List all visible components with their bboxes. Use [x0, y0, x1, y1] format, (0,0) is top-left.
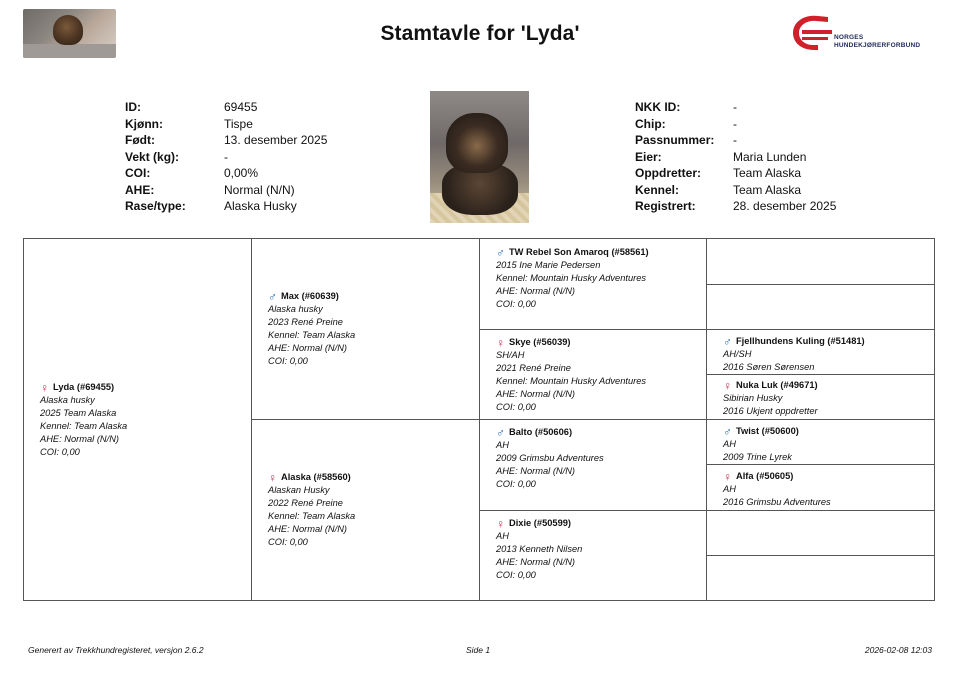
info-value: -: [733, 116, 737, 131]
info-value: Maria Lunden: [733, 149, 807, 164]
animal-name: Alfa (#50605): [736, 471, 794, 481]
animal-detail: AH/SH: [723, 349, 752, 359]
info-left: [125, 99, 327, 215]
info-label: Vekt (kg):: [125, 149, 180, 164]
pedigree-animal-dam: [268, 471, 355, 549]
animal-detail: COI: 0,00: [40, 447, 80, 457]
animal-detail: AHE: Normal (N/N): [268, 524, 348, 534]
male-icon: ♂: [723, 334, 732, 349]
male-icon: ♂: [268, 289, 277, 304]
animal-detail: 2016 Ukjent oppdretter: [723, 406, 818, 416]
animal-detail: AHE: Normal (N/N): [40, 434, 120, 444]
animal-name: Balto (#50606): [509, 427, 573, 437]
animal-detail: Kennel: Team Alaska: [40, 421, 128, 431]
animal-detail: COI: 0,00: [268, 356, 308, 366]
animal-detail: 2013 Kenneth Nilsen: [496, 544, 583, 554]
page-title: Stamtavle for 'Lyda': [380, 22, 580, 45]
info-label: Registrert:: [635, 199, 696, 213]
info-label: AHE:: [125, 182, 155, 197]
animal-name: Fjellhundens Kuling (#51481): [736, 336, 865, 346]
pedigree-cell-sire-sire: [480, 239, 707, 330]
animal-name: Nuka Luk (#49671): [736, 380, 818, 390]
pedigree-cell-sire-dam: [480, 330, 707, 420]
animal-detail: AH: [723, 439, 736, 449]
info-label: Chip:: [635, 116, 666, 131]
info-value: 69455: [224, 100, 258, 114]
animal-detail: 2025 Team Alaska: [40, 408, 117, 418]
pedigree-animal-subject: [40, 381, 127, 459]
animal-detail: Alaskan Husky: [268, 485, 330, 495]
animal-name: TW Rebel Son Amaroq (#58561): [509, 247, 649, 257]
male-icon: ♂: [723, 424, 732, 439]
animal-detail: 2009 Trine Lyrek: [723, 452, 792, 462]
pedigree-cell-dam-sire: [480, 420, 707, 511]
pedigree-cell-empty: [707, 239, 934, 285]
animal-detail: 2015 Ine Marie Pedersen: [496, 260, 601, 270]
animal-detail: COI: 0,00: [496, 299, 536, 309]
pedigree-cell-sire-dam-sire: [707, 330, 934, 375]
info-label: Passnummer:: [635, 133, 715, 147]
animal-detail: AHE: Normal (N/N): [268, 343, 348, 353]
female-icon: ♀: [723, 469, 732, 484]
nhf-logo-mark: [788, 12, 834, 52]
female-icon: ♀: [496, 516, 505, 531]
info-value: Alaska Husky: [224, 199, 297, 213]
pedigree-cell-dam: [252, 420, 480, 600]
pedigree-table: [23, 238, 935, 601]
pedigree-cell-dam-sire-dam: [707, 465, 934, 511]
animal-name: Max (#60639): [281, 291, 339, 301]
pedigree-animal-sire: [268, 290, 355, 368]
pedigree-cell-empty: [707, 511, 934, 556]
female-icon: ♀: [496, 335, 505, 350]
pedigree-cell-sire: [252, 239, 480, 420]
info-right: [635, 99, 836, 215]
info-label: Oppdretter:: [635, 166, 701, 180]
pedigree-animal-sire-dam-sire: [723, 335, 865, 374]
female-icon: ♀: [268, 470, 277, 485]
pedigree-animal-dam-dam: [496, 517, 582, 582]
animal-name: Twist (#50600): [736, 426, 799, 436]
male-icon: ♂: [496, 425, 505, 440]
animal-name: Dixie (#50599): [509, 518, 572, 528]
info-value: Normal (N/N): [224, 182, 295, 197]
dog-photo: [430, 91, 529, 223]
female-icon: ♀: [723, 378, 732, 393]
animal-detail: AHE: Normal (N/N): [496, 466, 576, 476]
animal-detail: Sibirian Husky: [723, 393, 783, 403]
pedigree-cell-empty: [707, 556, 934, 600]
animal-detail: AH: [723, 484, 736, 494]
pedigree-cell-empty: [707, 285, 934, 330]
logo-line-2: HUNDEKJØRERFORBUND: [834, 42, 921, 49]
info-value: -: [224, 149, 228, 164]
male-icon: ♂: [496, 245, 505, 260]
animal-detail: 2016 Søren Sørensen: [723, 362, 815, 372]
info-label: Eier:: [635, 149, 662, 164]
info-value: Team Alaska: [733, 166, 802, 180]
info-label: Kjønn:: [125, 116, 163, 131]
info-value: Team Alaska: [733, 182, 802, 197]
pedigree-cell-dam-dam: [480, 511, 707, 600]
pedigree-cell-dam-sire-sire: [707, 420, 934, 465]
nhf-logo: [788, 12, 938, 54]
pedigree-cell-subject: [24, 239, 252, 600]
animal-detail: COI: 0,00: [496, 402, 536, 412]
info-value: 13. desember 2025: [224, 133, 328, 147]
info-value: 0,00%: [224, 166, 259, 180]
info-label: Rase/type:: [125, 199, 186, 213]
animal-detail: 2021 René Preine: [496, 363, 571, 373]
animal-detail: COI: 0,00: [496, 479, 536, 489]
animal-detail: COI: 0,00: [496, 570, 536, 580]
animal-detail: 2009 Grimsbu Adventures: [496, 453, 604, 463]
animal-detail: AH: [496, 440, 509, 450]
footer-page-number: Side 1: [466, 645, 491, 655]
info-label: ID:: [125, 100, 141, 114]
info-label: NKK ID:: [635, 100, 681, 114]
info-label: Kennel:: [635, 182, 680, 197]
info-value: Tispe: [224, 116, 253, 131]
logo-line-1: NORGES: [834, 34, 864, 41]
pedigree-animal-dam-sire-sire: [723, 425, 799, 464]
pedigree-animal-sire-sire: [496, 246, 649, 311]
animal-name: Skye (#56039): [509, 337, 571, 347]
animal-detail: Kennel: Mountain Husky Adventures: [496, 376, 647, 386]
animal-detail: COI: 0,00: [268, 537, 308, 547]
animal-detail: 2023 René Preine: [268, 317, 343, 327]
animal-name: Lyda (#69455): [53, 382, 115, 392]
animal-detail: Kennel: Team Alaska: [268, 511, 356, 521]
animal-detail: AH: [496, 531, 509, 541]
animal-detail: Alaska husky: [268, 304, 323, 314]
animal-detail: AHE: Normal (N/N): [496, 389, 576, 399]
info-value: -: [733, 133, 737, 147]
animal-name: Alaska (#58560): [281, 472, 351, 482]
pedigree-animal-dam-sire: [496, 426, 604, 491]
female-icon: ♀: [40, 380, 49, 395]
info-label: COI:: [125, 166, 151, 180]
animal-detail: 2022 René Preine: [268, 498, 343, 508]
footer-generator: Generert av Trekkhundregisteret, versjon 2.6.2: [28, 645, 204, 655]
animal-detail: Alaska husky: [40, 395, 95, 405]
animal-detail: AHE: Normal (N/N): [496, 286, 576, 296]
info-value: -: [733, 100, 737, 114]
pedigree-cell-sire-dam-dam: [707, 375, 934, 420]
animal-detail: Kennel: Mountain Husky Adventures: [496, 273, 647, 283]
animal-detail: SH/AH: [496, 350, 525, 360]
info-label: Født:: [125, 133, 155, 147]
animal-detail: Kennel: Team Alaska: [268, 330, 356, 340]
animal-detail: 2016 Grimsbu Adventures: [723, 497, 831, 507]
pedigree-animal-sire-dam: [496, 336, 646, 414]
info-value: 28. desember 2025: [733, 199, 837, 213]
pedigree-animal-sire-dam-dam: [723, 379, 818, 418]
pedigree-animal-dam-sire-dam: [723, 470, 831, 509]
animal-detail: AHE: Normal (N/N): [496, 557, 576, 567]
footer-timestamp: 2026-02-08 12:03: [864, 645, 932, 655]
